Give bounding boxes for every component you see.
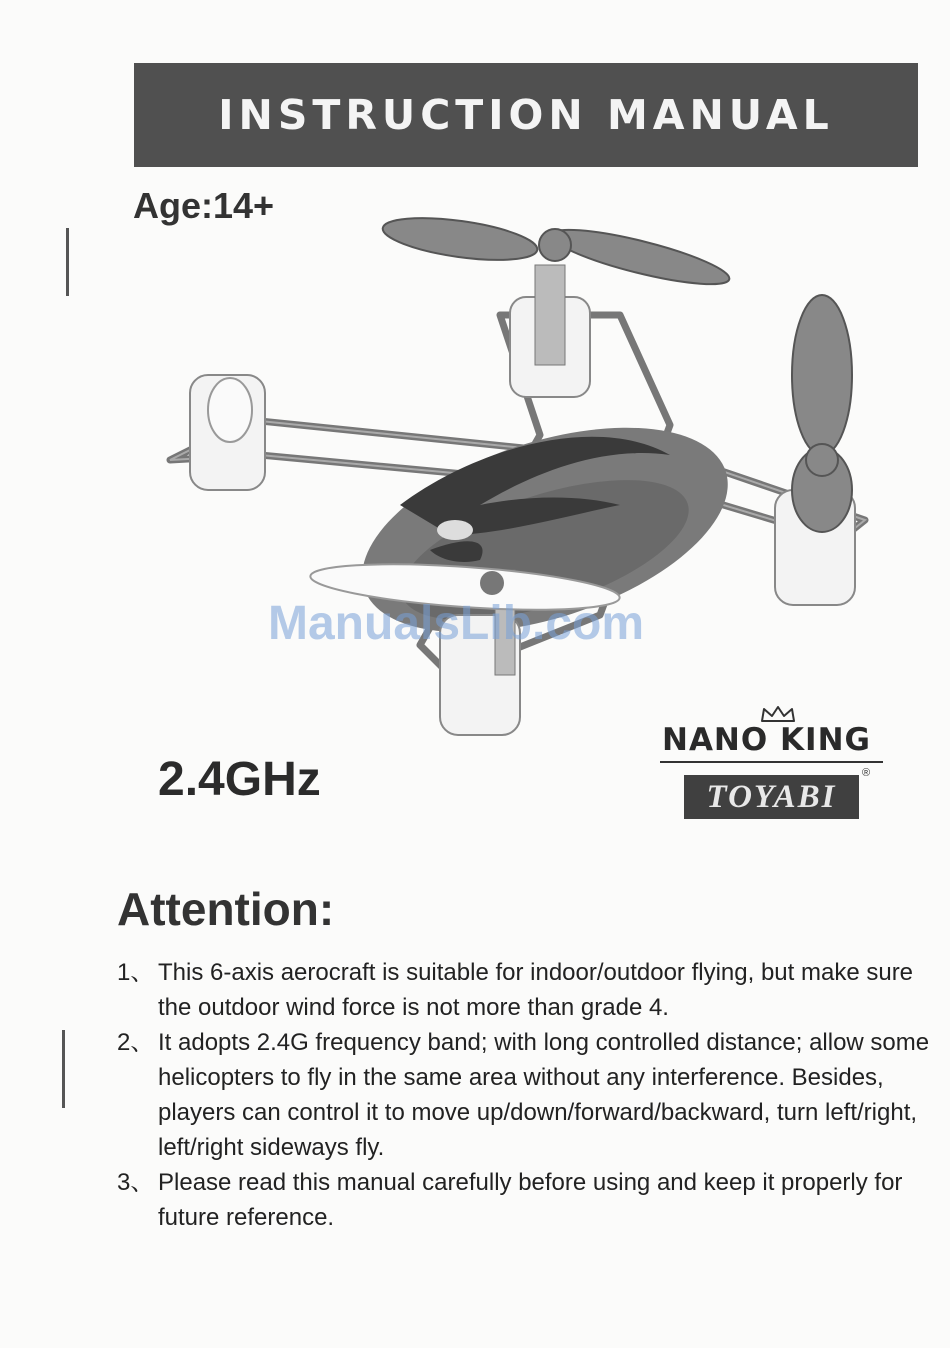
list-item-text: Please read this manual carefully before using and keep it properly for future reference. <box>158 1169 903 1231</box>
quadcopter-illustration <box>150 205 890 765</box>
attention-list <box>117 955 937 1235</box>
crown-icon <box>760 705 796 723</box>
brand-name: NANO KING <box>662 722 871 758</box>
brand-divider <box>660 761 883 763</box>
page-edge-bottom <box>62 1030 65 1108</box>
list-item <box>117 1025 937 1165</box>
registered-mark: ® <box>862 767 871 779</box>
list-item <box>117 955 937 1025</box>
list-item-text: It adopts 2.4G frequency band; with long controlled distance; allow some helicopters to fly in the same area without any interference. Besides, players can control it to move up/down/forward/backward, turn left/right, left/right sideways fly. <box>158 1029 930 1161</box>
age-rating: Age:14+ <box>133 185 275 226</box>
list-item <box>117 1165 937 1235</box>
list-item-number: 3、 <box>117 1169 155 1196</box>
watermark: ManualsLib.com <box>268 597 645 650</box>
page-edge-top <box>66 228 69 296</box>
toyabi-logo-text: TOYABI <box>706 778 837 815</box>
list-item-number: 2、 <box>117 1029 155 1056</box>
manual-title: INSTRUCTION MANUAL <box>218 91 834 139</box>
attention-heading: Attention: <box>117 883 335 935</box>
frequency-label: 2.4GHz <box>158 753 321 806</box>
list-item-text: This 6-axis aerocraft is suitable for indoor/outdoor flying, but make sure the outdoor wind force is not more than grade 4. <box>158 959 914 1021</box>
header-banner <box>134 63 918 167</box>
toyabi-logo <box>684 775 859 819</box>
list-item-number: 1、 <box>117 959 155 986</box>
